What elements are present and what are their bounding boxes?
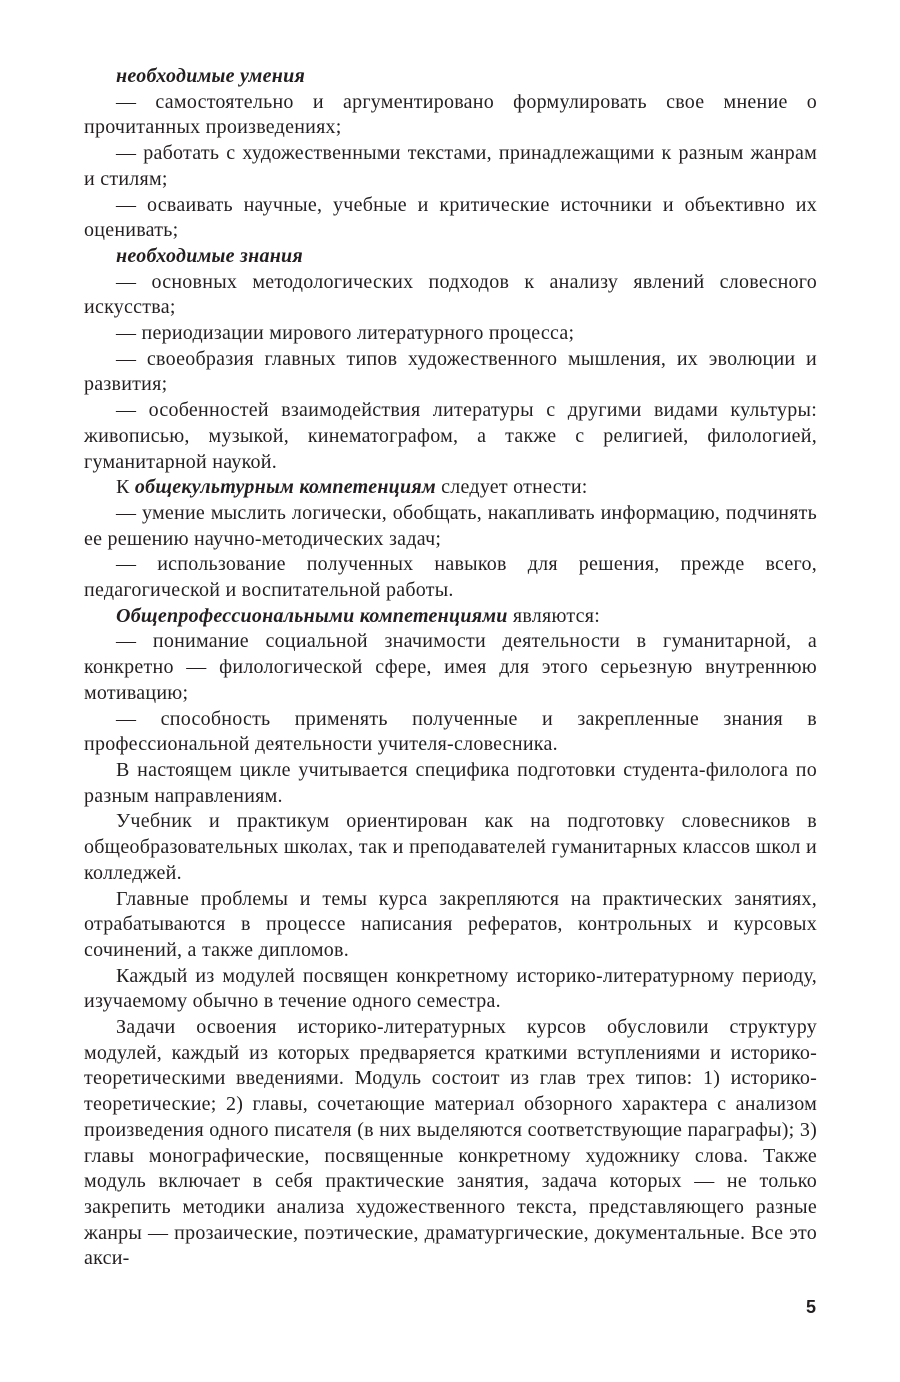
general-competencies-lead-before: К	[116, 476, 135, 499]
professional-competencies-lead	[84, 604, 817, 630]
body-paragraph-5: Задачи освоения историко-литературных курсов обусловили структуру модулей, каждый из которых предваряется краткими вступлениями и историко-теоретическими введениями. Модуль состоит из глав трех типов: 1) историко-теоретические; 2) главы, сочетающие материал обзорного характера с анализом произведения одного писателя (в них выделяются соответствующие параграфы); 3) главы монографические, посвященные конкретному художнику слова. Также модуль включает в себя практические занятия, задача которых — не только закрепить методики анализа художественного текста, представляющего разные жанры — прозаические, поэтические, драматургические, документальные. Все это акси-	[84, 1016, 817, 1270]
knowledge-item-3: — своеобразия главных типов художественного мышления, их эволюции и развития;	[84, 347, 817, 396]
general-competencies-item-1: — умение мыслить логически, обобщать, накапливать информацию, подчинять ее решению научно-методических задач;	[84, 501, 817, 550]
knowledge-item-1: — основных методологических подходов к анализу явлений словесного искусства;	[84, 270, 817, 319]
skills-heading: необходимые умения	[116, 65, 306, 87]
skills-item-1: — самостоятельно и аргументировано формулировать свое мнение о прочитанных произведениях;	[84, 90, 817, 139]
body-paragraph-4: Каждый из модулей посвящен конкретному историко-литературному периоду, изучаемому обычно в течение одного семестра.	[84, 964, 817, 1013]
body-paragraph-3: Главные проблемы и темы курса закрепляются на практических занятиях, отрабатываются в процессе написания рефератов, контрольных и курсовых сочинений, а также дипломов.	[84, 887, 817, 961]
general-competencies-lead	[84, 475, 817, 501]
body-paragraph-1: В настоящем цикле учитывается специфика подготовки студента-филолога по разным направлениям.	[84, 758, 817, 807]
knowledge-item-2: — периодизации мирового литературного процесса;	[116, 322, 575, 345]
professional-competencies-item-2: — способность применять полученные и закрепленные знания в профессиональной деятельности учителя-словесника.	[84, 707, 817, 756]
professional-competencies-item-1: — понимание социальной значимости деятельности в гуманитарной, а конкретно — филологической сфере, имея для этого серьезную внутреннюю мотивацию;	[84, 630, 817, 704]
general-competencies-lead-after: следует отнести:	[435, 476, 588, 499]
general-competencies-item-2: — использование полученных навыков для решения, прежде всего, педагогической и воспитательной работы.	[84, 553, 817, 602]
page-text	[84, 64, 817, 1272]
knowledge-heading: необходимые знания	[116, 244, 303, 267]
professional-competencies-term: Общепрофессиональными компетенциями	[116, 604, 508, 627]
knowledge-item-4: — особенностей взаимодействия литературы с другими видами культуры: живописью, музыкой, кинематографом, а также с религией, филологией, гуманитарной наукой.	[84, 399, 817, 473]
professional-competencies-lead-after: являются:	[507, 604, 601, 627]
skills-item-2: — работать с художественными текстами, принадлежащими к разным жанрам и стилям;	[84, 142, 817, 190]
body-paragraph-2: Учебник и практикум ориентирован как на подготовку словесников в общеобразовательных школах, так и преподавателей гуманитарных классов школ и колледжей.	[84, 810, 817, 884]
skills-item-3: — осваивать научные, учебные и критические источники и объективно их оценивать;	[84, 193, 817, 242]
page-number: 5	[805, 1297, 816, 1317]
general-competencies-term: общекультурным компетенциям	[134, 476, 436, 499]
